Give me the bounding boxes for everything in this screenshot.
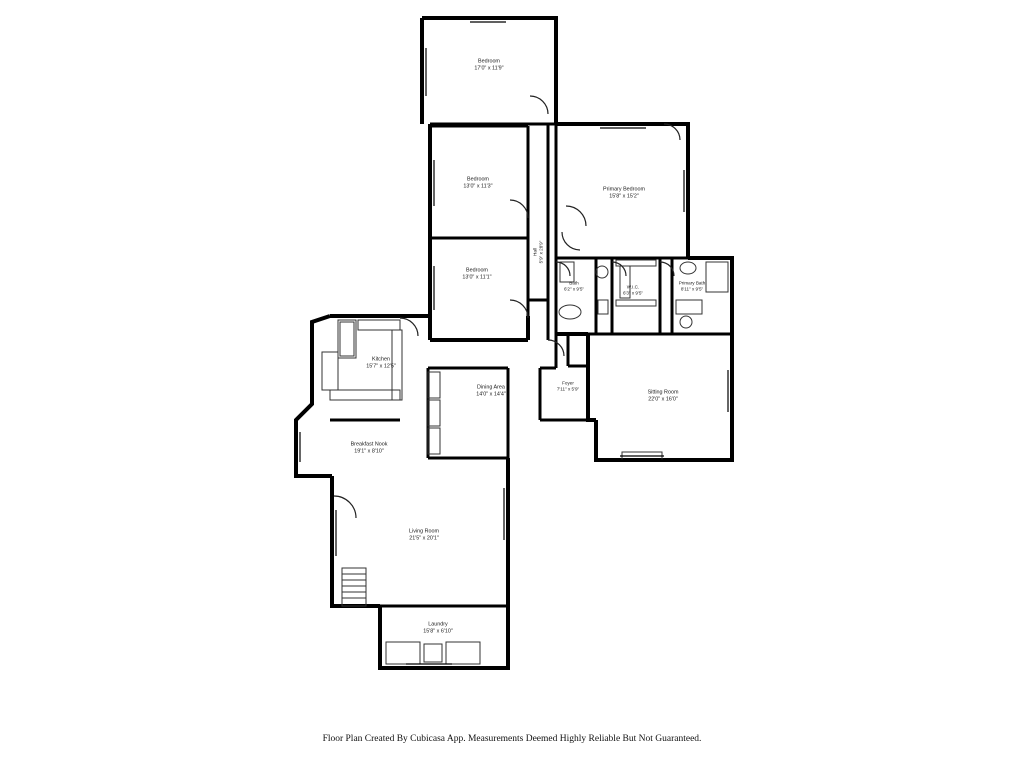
footer-disclaimer: Floor Plan Created By Cubicasa App. Measurements Deemed Highly Reliable But Not Guaranteed. bbox=[322, 734, 702, 744]
room-name: Breakfast Nook bbox=[350, 441, 388, 448]
room-dimensions: 15'7" x 12'5" bbox=[366, 363, 396, 369]
room-name: Sitting Room bbox=[647, 389, 679, 396]
room-name: Bedroom bbox=[466, 267, 488, 274]
room-dimensions: 13'0" x 11'3" bbox=[463, 183, 493, 189]
room-dimensions: 6'3" x 9'5" bbox=[622, 290, 644, 295]
room-name: Primary Bedroom bbox=[603, 186, 645, 193]
room-name: Primary Bath bbox=[678, 280, 706, 286]
room-dimensions: 15'8" x 15'2" bbox=[609, 193, 639, 199]
room-name: Dining Area bbox=[477, 384, 505, 391]
room-dimensions: 6'2" x 9'5" bbox=[563, 286, 585, 291]
room-name: Living Room bbox=[409, 528, 439, 535]
room-name: Kitchen bbox=[372, 356, 390, 363]
room-dimensions: 22'0" x 16'0" bbox=[648, 396, 678, 402]
room-dimensions: 13'0" x 11'1" bbox=[462, 274, 492, 280]
room-dimensions: 7'11" x 5'9" bbox=[556, 386, 580, 391]
room-name: Bath bbox=[569, 280, 579, 286]
floor-fills bbox=[330, 18, 732, 668]
room-name: Laundry bbox=[428, 621, 448, 628]
room-name: Bedroom bbox=[467, 176, 489, 183]
room-dimensions: 21'5" x 20'1" bbox=[409, 535, 439, 541]
room-name: Bedroom bbox=[478, 58, 500, 65]
room-dimensions: 14'0" x 14'4" bbox=[476, 391, 506, 397]
room-name: Foyer bbox=[562, 380, 574, 386]
room-name: Hall bbox=[532, 248, 538, 256]
room-dimensions: 19'1" x 8'10" bbox=[354, 448, 384, 454]
room-dimensions: 15'8" x 6'10" bbox=[423, 628, 453, 634]
room-name: W.I.C. bbox=[626, 284, 640, 290]
room-dimensions: 8'11" x 9'5" bbox=[680, 286, 704, 291]
room-dimensions: 5'9" x 28'9" bbox=[538, 240, 543, 264]
room-dimensions: 17'0" x 11'9" bbox=[474, 65, 504, 71]
